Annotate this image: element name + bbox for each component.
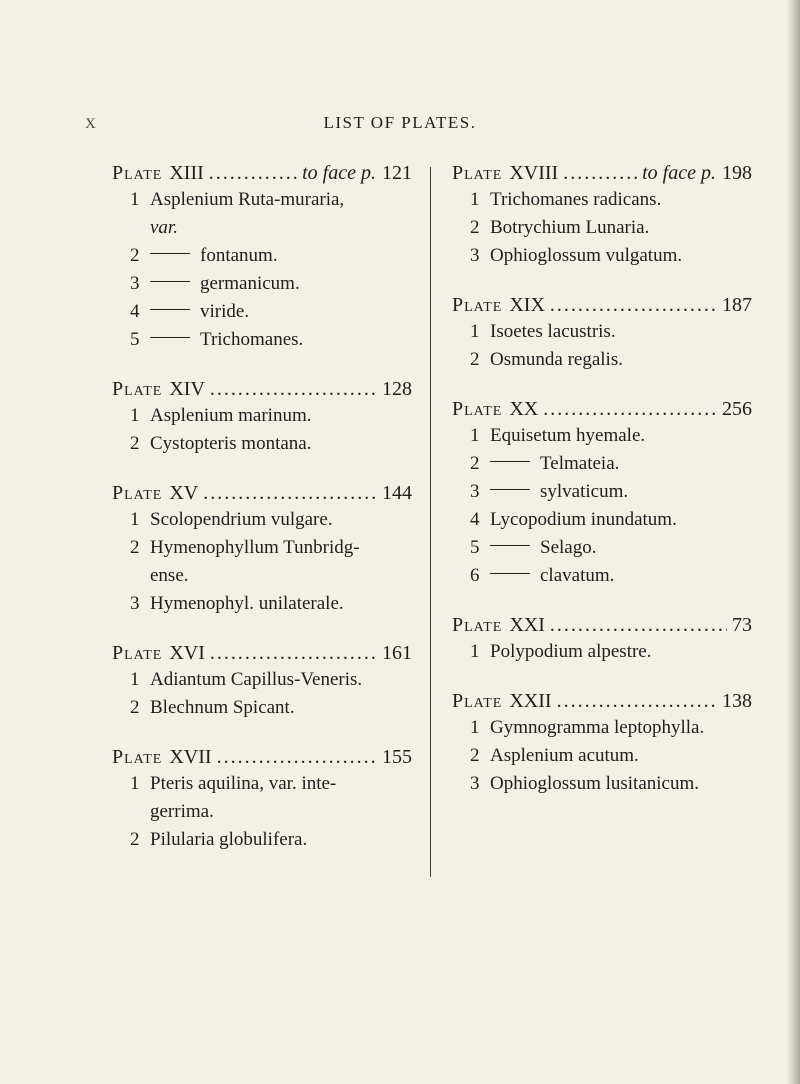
plate-label: Plate: [452, 162, 503, 184]
entry-number: 1: [470, 321, 480, 342]
species-entry: [112, 326, 412, 354]
entry-number: 1: [130, 405, 140, 426]
species-entry: [452, 214, 752, 242]
plate-block: [452, 292, 752, 374]
plate-block: [112, 376, 412, 458]
species-entry: [452, 714, 752, 742]
column-rule: [430, 167, 431, 877]
plate-numeral: XVII: [169, 746, 212, 768]
plate-heading: [452, 612, 752, 638]
species-name: Pteris aquilina, var. inte-: [150, 773, 337, 794]
page-number: 138: [722, 690, 752, 712]
species-name: Asplenium acutum.: [490, 745, 639, 766]
species-entry: [112, 590, 412, 618]
species-list: [452, 186, 752, 270]
plate-block: [112, 160, 412, 354]
species-name: Trichomanes.: [200, 329, 304, 350]
species-name: Polypodium alpestre.: [490, 641, 652, 662]
dot-leader: [210, 640, 377, 666]
ditto-dash: [490, 545, 530, 546]
entry-number: 1: [130, 773, 140, 794]
entry-number: 2: [130, 433, 140, 454]
species-list: [112, 402, 412, 458]
species-entry: [112, 694, 412, 722]
to-face-label: to face p.: [302, 162, 376, 184]
dot-leader: [543, 396, 717, 422]
species-list: [112, 186, 412, 354]
species-entry: [112, 270, 412, 298]
ditto-dash: [490, 489, 530, 490]
plate-label: Plate: [112, 482, 163, 504]
ditto-dash: [150, 281, 190, 282]
species-name: Ophioglossum vulgatum.: [490, 245, 683, 266]
page-number: 121: [382, 162, 412, 184]
page-number: 161: [382, 642, 412, 664]
species-name-continuation: var.: [150, 217, 178, 238]
species-entry: [112, 534, 412, 562]
dot-leader: [557, 688, 717, 714]
plate-heading: [112, 376, 412, 402]
entry-number: 3: [130, 273, 140, 294]
entry-number: 3: [470, 245, 480, 266]
running-head: LIST OF PLATES.: [323, 113, 477, 132]
species-entry: [452, 242, 752, 270]
species-entry: [452, 450, 752, 478]
dot-leader: [203, 480, 377, 506]
species-entry: [112, 430, 412, 458]
plate-label: Plate: [112, 162, 163, 184]
species-entry: [112, 666, 412, 694]
species-entry: [452, 742, 752, 770]
plate-heading: [452, 160, 752, 186]
entry-number: 2: [130, 537, 140, 558]
species-name: Adiantum Capillus-Veneris.: [150, 669, 363, 690]
plate-heading: [452, 688, 752, 714]
species-name: germanicum.: [200, 273, 300, 294]
species-name: Osmunda regalis.: [490, 349, 623, 370]
species-list: [452, 422, 752, 590]
species-name: fontanum.: [200, 245, 278, 266]
to-face-label: to face p.: [642, 162, 716, 184]
species-name: clavatum.: [540, 565, 615, 586]
plate-block: [112, 480, 412, 618]
species-name-continuation: gerrima.: [150, 801, 214, 822]
dot-leader: [217, 744, 377, 770]
species-name: Trichomanes radicans.: [490, 189, 662, 210]
species-name: Pilularia globulifera.: [150, 829, 308, 850]
species-entry: [452, 638, 752, 666]
entry-number: 1: [470, 189, 480, 210]
entry-number: 5: [470, 537, 480, 558]
plate-heading: [112, 744, 412, 770]
plate-heading: [112, 640, 412, 666]
entry-number: 6: [470, 565, 480, 586]
dot-leader: [550, 292, 717, 318]
plate-label: Plate: [112, 642, 163, 664]
species-name: Ophioglossum lusitanicum.: [490, 773, 699, 794]
entry-number: 5: [130, 329, 140, 350]
plate-block: [452, 396, 752, 590]
entry-number: 2: [470, 349, 480, 370]
species-entry: [452, 562, 752, 590]
species-name: Cystopteris montana.: [150, 433, 312, 454]
ditto-dash: [150, 309, 190, 310]
species-entry: [452, 534, 752, 562]
species-list: [452, 714, 752, 798]
entry-number: 4: [470, 509, 480, 530]
species-name: Hymenophyllum Tunbridg-: [150, 537, 360, 558]
dot-leader: [210, 376, 377, 402]
species-entry: [452, 506, 752, 534]
plate-label: Plate: [452, 690, 503, 712]
entry-number: 2: [130, 829, 140, 850]
entry-number: 3: [470, 773, 480, 794]
species-name: Botrychium Lunaria.: [490, 217, 650, 238]
entry-number: 2: [130, 245, 140, 266]
species-name: Lycopodium inundatum.: [490, 509, 677, 530]
species-name: Selago.: [540, 537, 597, 558]
species-entry: [452, 770, 752, 798]
species-name: Blechnum Spicant.: [150, 697, 295, 718]
plate-numeral: XVI: [169, 642, 205, 664]
species-name: Scolopendrium vulgare.: [150, 509, 333, 530]
species-entry: [112, 506, 412, 534]
ditto-dash: [490, 461, 530, 462]
species-name: viride.: [200, 301, 250, 322]
page-marker: X: [85, 116, 96, 132]
page-number: 198: [722, 162, 752, 184]
species-list: [112, 770, 412, 854]
entry-number: 1: [470, 717, 480, 738]
species-name: Equisetum hyemale.: [490, 425, 646, 446]
plate-numeral: XXII: [509, 690, 552, 712]
plate-heading: [112, 480, 412, 506]
species-entry: [112, 826, 412, 854]
plate-label: Plate: [452, 294, 503, 316]
species-name: sylvaticum.: [540, 481, 629, 502]
page-number: 128: [382, 378, 412, 400]
plate-heading: [452, 396, 752, 422]
page-number: 256: [722, 398, 752, 420]
ditto-dash: [150, 337, 190, 338]
species-entry: [112, 242, 412, 270]
species-entry: [112, 186, 412, 214]
plate-label: Plate: [112, 746, 163, 768]
entry-number: 1: [130, 509, 140, 530]
dot-leader: [209, 160, 297, 186]
species-name: Telmateia.: [540, 453, 620, 474]
species-name: Asplenium Ruta-muraria,: [150, 189, 345, 210]
plate-block: [452, 160, 752, 270]
plate-numeral: XIII: [169, 162, 204, 184]
species-entry: [112, 402, 412, 430]
page-number: 73: [732, 614, 752, 636]
species-entry: [452, 422, 752, 450]
plate-numeral: XVIII: [509, 162, 559, 184]
page-edge-shadow: [786, 0, 800, 1084]
plate-label: Plate: [112, 378, 163, 400]
right-column: [452, 160, 752, 820]
plate-heading: [452, 292, 752, 318]
species-name: Gymnogramma leptophylla.: [490, 717, 705, 738]
species-list: [452, 318, 752, 374]
ditto-dash: [490, 573, 530, 574]
page-number: 144: [382, 482, 412, 504]
plate-numeral: XIV: [169, 378, 205, 400]
plate-numeral: XIX: [509, 294, 545, 316]
entry-number: 1: [470, 641, 480, 662]
species-entry: [452, 346, 752, 374]
species-list: [112, 506, 412, 618]
species-list: [452, 638, 752, 666]
plate-numeral: XX: [509, 398, 539, 420]
dot-leader: [563, 160, 637, 186]
entry-number: 2: [470, 217, 480, 238]
entry-number: 1: [470, 425, 480, 446]
entry-number: 3: [470, 481, 480, 502]
entry-number: 2: [470, 745, 480, 766]
plate-block: [112, 744, 412, 854]
species-name-continuation: ense.: [150, 565, 189, 586]
plate-block: [112, 640, 412, 722]
page-number: 155: [382, 746, 412, 768]
dot-leader: [550, 612, 727, 638]
species-list: [112, 666, 412, 722]
left-column: [112, 160, 412, 876]
plate-numeral: XV: [169, 482, 199, 504]
plate-label: Plate: [452, 398, 503, 420]
entry-number: 2: [130, 697, 140, 718]
entry-number: 4: [130, 301, 140, 322]
species-name: Isoetes lacustris.: [490, 321, 616, 342]
species-entry: [452, 318, 752, 346]
species-name: Hymenophyl. unilaterale.: [150, 593, 344, 614]
plate-heading: [112, 160, 412, 186]
entry-number: 3: [130, 593, 140, 614]
plate-label: Plate: [452, 614, 503, 636]
entry-number: 1: [130, 669, 140, 690]
species-entry: [112, 298, 412, 326]
plate-numeral: XXI: [509, 614, 545, 636]
plate-block: [452, 688, 752, 798]
plate-block: [452, 612, 752, 666]
species-name: Asplenium marinum.: [150, 405, 312, 426]
ditto-dash: [150, 253, 190, 254]
page-number: 187: [722, 294, 752, 316]
species-entry: [452, 186, 752, 214]
species-entry: [452, 478, 752, 506]
entry-number: 1: [130, 189, 140, 210]
species-entry: [112, 770, 412, 798]
entry-number: 2: [470, 453, 480, 474]
